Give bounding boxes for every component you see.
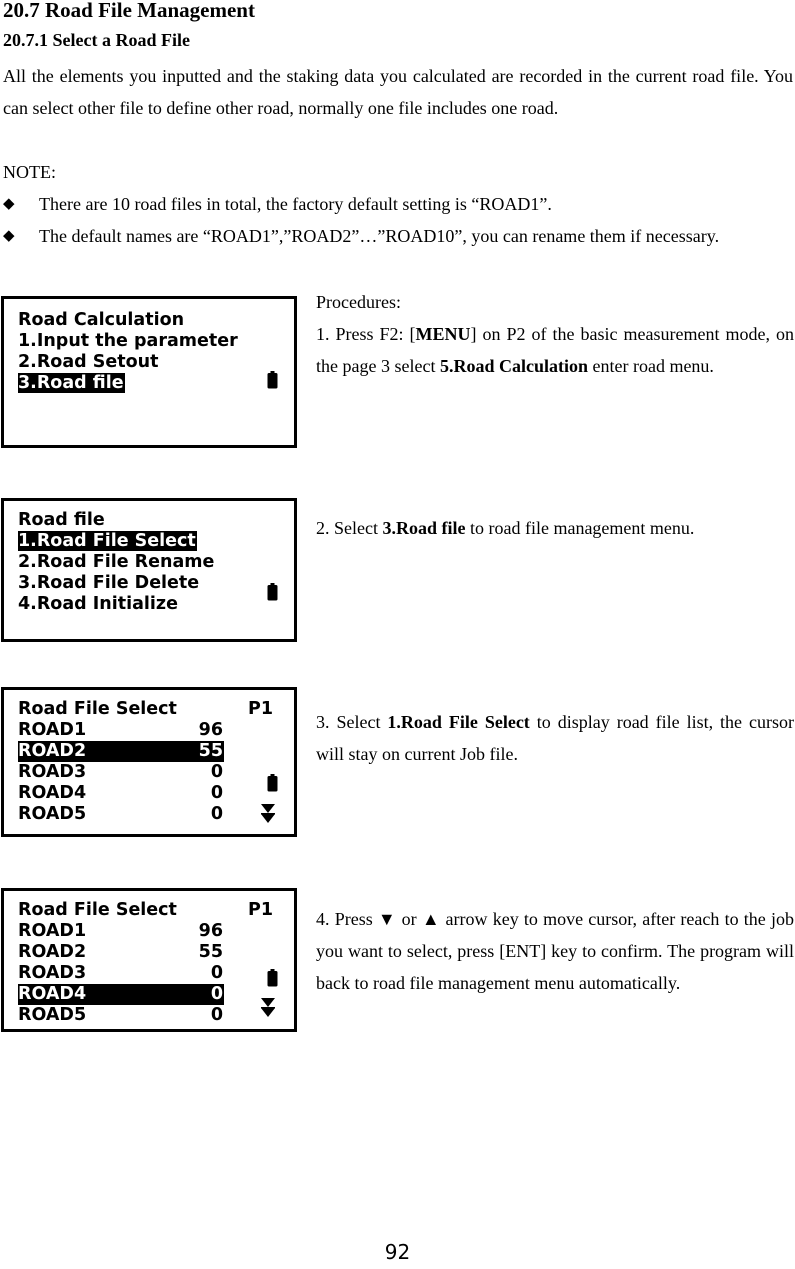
battery-icon: [267, 583, 278, 601]
list-item[interactable]: [18, 942, 223, 963]
menu-item-road-file-select[interactable]: [18, 531, 197, 552]
road-name: ROAD1: [18, 921, 87, 941]
double-down-arrow-icon: [259, 803, 277, 825]
point-count: 96: [198, 921, 223, 941]
battery-icon: [267, 969, 278, 987]
page-indicator: P1: [248, 699, 274, 719]
list-item-selected[interactable]: [18, 741, 224, 762]
point-count: 55: [198, 741, 223, 761]
list-item[interactable]: [18, 783, 223, 804]
screen-header: [18, 900, 274, 921]
road-name: ROAD5: [18, 804, 87, 824]
screen-title: Road file: [18, 510, 105, 530]
road-name: ROAD2: [18, 942, 87, 962]
road-name: ROAD1: [18, 720, 87, 740]
menu-item-input-parameter[interactable]: 1.Input the parameter: [18, 331, 238, 351]
list-item[interactable]: [18, 1005, 223, 1026]
bullet-text: There are 10 road files in total, the factory default setting is “ROAD1”.: [39, 194, 552, 214]
bullet-text: The default names are “ROAD1”,”ROAD2”…”ROAD10”, you can rename them if necessary.: [39, 226, 720, 246]
road-name: ROAD2: [18, 741, 87, 761]
road-name: ROAD4: [18, 984, 87, 1004]
road-name: ROAD3: [18, 762, 87, 782]
lcd-screen-road-file-select: [1, 687, 297, 837]
screen-title: Road File Select: [18, 699, 177, 719]
lcd-screen-road-file: [1, 498, 297, 642]
step-1-text: [316, 286, 794, 382]
menu-key-label: MENU: [415, 324, 471, 344]
step-1-body: 1. Press F2: [MENU] on P2 of the basic measurement mode, on the page 3 select 5.Road Calculation enter road menu.: [316, 324, 794, 376]
list-item[interactable]: [18, 963, 223, 984]
selected-label: 1.Road File Select: [18, 531, 196, 551]
page-indicator: P1: [248, 900, 274, 920]
subsection-title: 20.7.1 Select a Road File: [3, 30, 190, 50]
procedures-label: Procedures:: [316, 292, 401, 312]
list-item[interactable]: [18, 921, 223, 942]
battery-icon: [267, 774, 278, 792]
point-count: 96: [198, 720, 223, 740]
diamond-bullet-icon: ◆: [3, 196, 15, 212]
lcd-screen-road-file-select: [1, 888, 297, 1032]
point-count: 55: [198, 942, 223, 962]
battery-icon: [267, 371, 278, 389]
point-count: 0: [210, 1005, 223, 1025]
page-number: 92: [384, 1240, 411, 1264]
step-3-text: 3. Select 1.Road File Select to display road file list, the cursor will stay on current Job file.: [316, 712, 794, 764]
list-item[interactable]: [18, 804, 223, 825]
point-count: 0: [210, 804, 223, 824]
intro-paragraph: All the elements you inputted and the staking data you calculated are recorded in the current road file. You can select other file to define other road, normally one file includes one road.: [3, 66, 793, 118]
menu-item-road-file[interactable]: [18, 373, 125, 394]
note-label: NOTE:: [3, 162, 56, 182]
road-file-label: 3.Road file: [382, 518, 466, 538]
point-count: 0: [210, 963, 223, 983]
point-count: 0: [210, 762, 223, 782]
menu-item-road-initialize[interactable]: 4.Road Initialize: [18, 594, 178, 614]
section-title: 20.7 Road File Management: [3, 0, 255, 22]
diamond-bullet-icon: ◆: [3, 228, 15, 244]
bullet-item: [3, 220, 793, 252]
list-item-selected[interactable]: [18, 984, 224, 1005]
list-item[interactable]: [18, 720, 223, 741]
screen-header: [18, 699, 274, 720]
screen-title: Road File Select: [18, 900, 177, 920]
road-name: ROAD4: [18, 783, 87, 803]
step-2-text: 2. Select 3.Road file to road file management menu.: [316, 518, 695, 538]
point-count: 0: [210, 984, 223, 1004]
road-name: ROAD5: [18, 1005, 87, 1025]
step-4-text: 4. Press ▼ or ▲ arrow key to move cursor, after reach to the job you want to select, press [ENT] key to confirm. The program will back to road file management menu automatically.: [316, 909, 794, 993]
bullet-item: [3, 188, 793, 220]
road-calculation-label: 5.Road Calculation: [439, 356, 588, 376]
menu-item-road-setout[interactable]: 2.Road Setout: [18, 352, 159, 372]
double-down-arrow-icon: [259, 997, 277, 1019]
menu-item-road-file-rename[interactable]: 2.Road File Rename: [18, 552, 215, 572]
road-file-select-label: 1.Road File Select: [387, 712, 530, 732]
road-name: ROAD3: [18, 963, 87, 983]
point-count: 0: [210, 783, 223, 803]
selected-label: 3.Road file: [18, 373, 124, 393]
lcd-screen-road-calculation: [1, 296, 297, 448]
menu-item-road-file-delete[interactable]: 3.Road File Delete: [18, 573, 200, 593]
list-item[interactable]: [18, 762, 223, 783]
screen-title: Road Calculation: [18, 310, 185, 330]
